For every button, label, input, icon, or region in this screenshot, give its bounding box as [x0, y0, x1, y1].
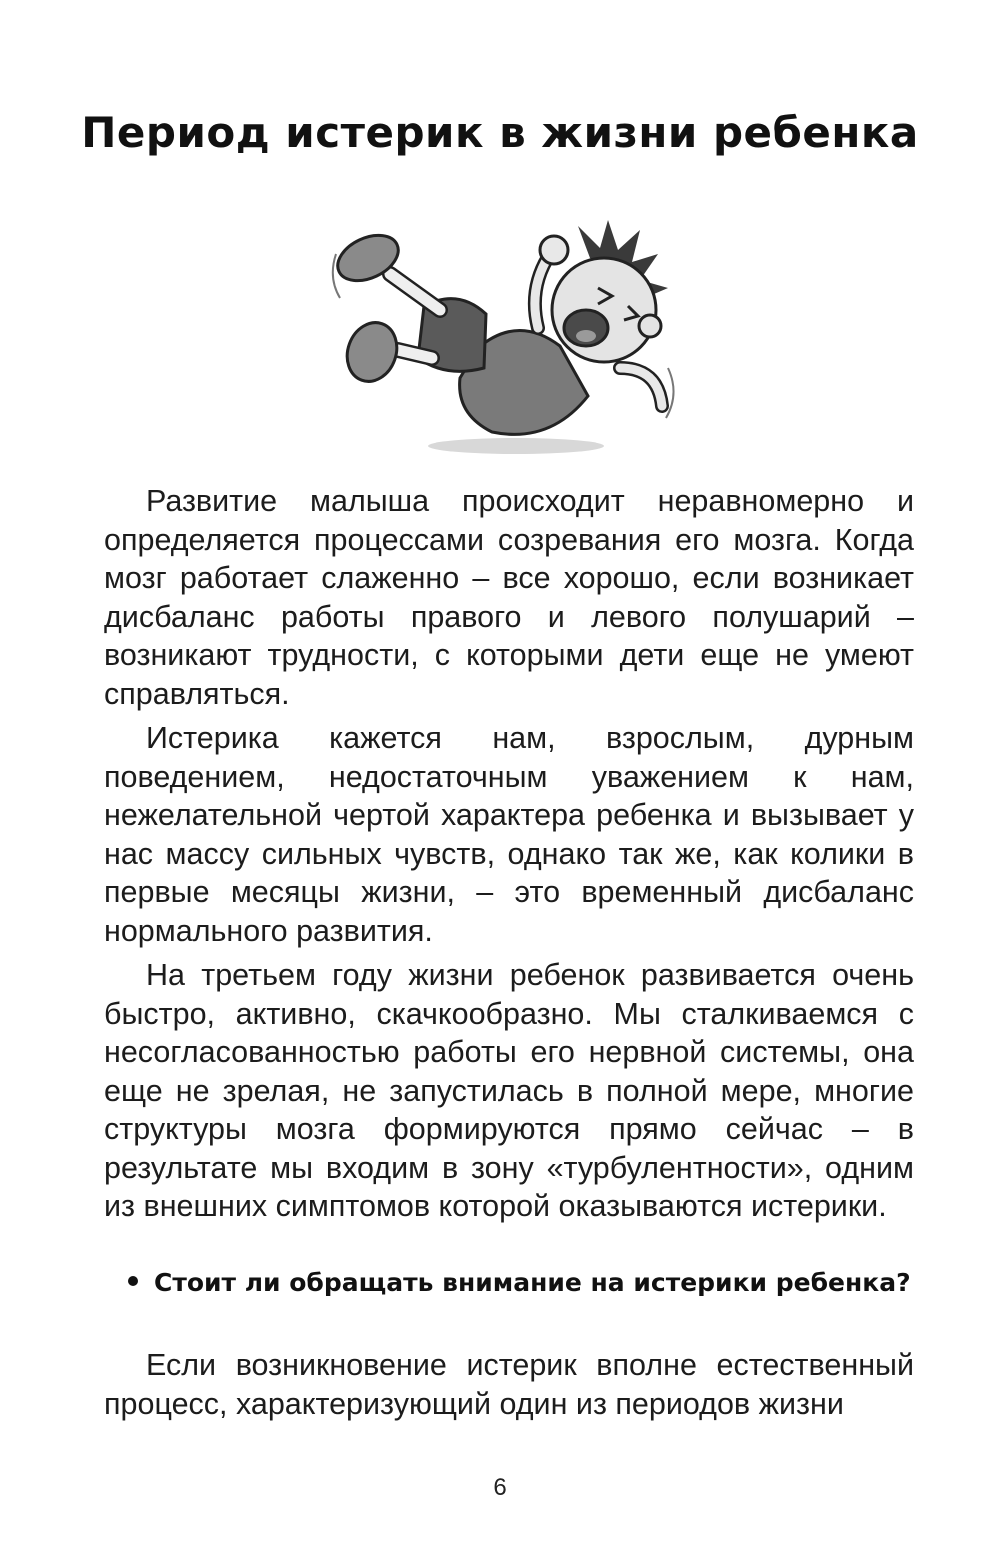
paragraph-2: Истерика кажется нам, взрослым, дурным поведением, недостаточным уважением к нам, нежелательной чертой характера ребенка и вызывает у нас массу сильных чувств, однако так же, как колики в первые месяцы жизни, – это временный дисбаланс нормального развития. [104, 721, 914, 948]
paragraph-4: Если возникновение истерик вполне естественный процесс, характеризующий один из периодов жизни [104, 1348, 914, 1421]
page-number: 6 [493, 1474, 507, 1501]
bullet-icon [128, 1276, 138, 1286]
page-title: Период истерик в жизни ребенка [81, 108, 919, 157]
crying-child-tantrum-icon [328, 218, 688, 458]
main-text [104, 482, 914, 1232]
section-question [128, 1268, 928, 1297]
continuation-text [104, 1346, 914, 1429]
paragraph-1: Развитие малыша происходит неравномерно и определяется процессами созревания его мозга. Когда мозг работает слаженно – все хорошо, если возникает дисбаланс работы правого и левого полушарий – возникают трудности, с которыми дети еще не умеют справляться. [104, 484, 914, 711]
question-text: Стоит ли обращать внимание на истерики ребенка? [154, 1268, 911, 1297]
paragraph-3: На третьем году жизни ребенок развивается очень быстро, активно, скачкообразно. Мы сталкиваемся с несогласованностью работы его нервной системы, она еще не зрелая, не запустилась в полной мере, многие структуры мозга формируются прямо сейчас – в результате мы входим в зону «турбулентности», одним из внешних симптомов которой оказываются истерики. [104, 958, 914, 1223]
